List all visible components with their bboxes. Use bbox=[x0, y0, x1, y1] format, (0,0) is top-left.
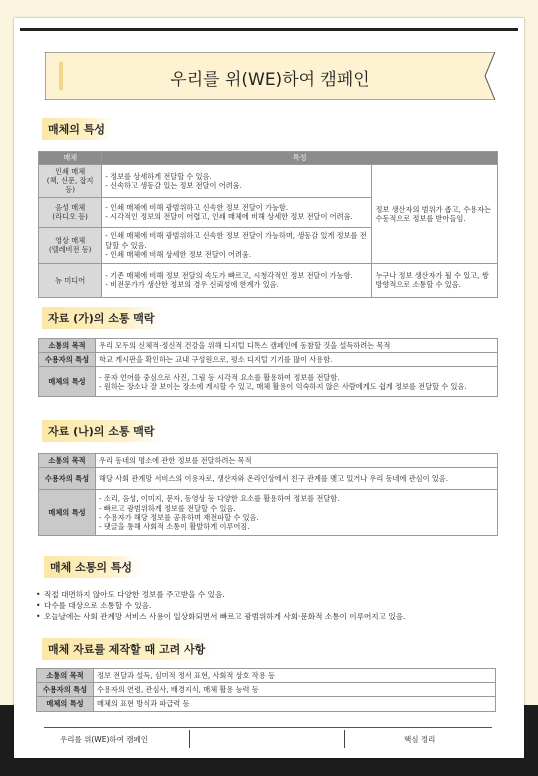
footer-title: 우리를 위(WE)하여 캠페인 bbox=[60, 735, 148, 744]
context-a-purpose-label: 소통의 목적 bbox=[39, 339, 96, 353]
media-feature-new-media: - 기존 매체에 비해 정보 전달의 속도가 빠르고, 시청각적인 정보 전달이 가능함. - 비전문가가 생산한 정보의 경우 신뢰성에 한계가 있음. bbox=[102, 263, 372, 297]
context-b-audience-label: 수용자의 특성 bbox=[39, 468, 96, 490]
list-item: • 다수를 대상으로 소통할 수 있음. bbox=[36, 600, 405, 611]
footer-label: 핵심 정리 bbox=[404, 735, 436, 744]
context-b-audience-value: 해당 사회 관계망 서비스의 이용자로, 생산자와 온라인상에서 친구 관계를 맺고 있거나 우리 동네에 관심이 있음. bbox=[96, 468, 498, 490]
production-media-value: 매체의 표현 방식과 파급력 등 bbox=[94, 697, 496, 711]
media-side-note-bottom: 누구나 정보 생산자가 될 수 있고, 쌍방향적으로 소통할 수 있음. bbox=[372, 263, 498, 297]
context-b-table bbox=[38, 453, 498, 536]
production-audience-value: 수용자의 연령, 관심사, 배경지식, 매체 활용 능력 등 bbox=[94, 683, 496, 697]
media-feature-video: - 인쇄 매체에 비해 광범위하고 신속한 정보 전달이 가능하며, 생동감 있게 정보를 전달할 수 있음. - 인쇄 매체에 비해 상세한 정보 전달이 어려움. bbox=[102, 227, 372, 263]
production-media-label: 매체의 특성 bbox=[37, 697, 94, 711]
media-name-audio: 음성 매체 (라디오 등) bbox=[39, 197, 102, 227]
context-a-media-value: - 문자 언어를 중심으로 사진, 그림 등 시각적 요소를 활용하여 정보를 전달함. - 원하는 장소나 잘 보이는 장소에 게시할 수 있고, 매체 활용이 익숙하지 않은 사람에게도 쉽게 정보를 전달할 수 있음. bbox=[96, 367, 498, 397]
media-name-print: 인쇄 매체 (책, 신문, 잡지 등) bbox=[39, 165, 102, 198]
context-a-audience-label: 수용자의 특성 bbox=[39, 353, 96, 367]
communication-bullet-list bbox=[36, 589, 405, 622]
section-heading-communication: 매체 소통의 특성 bbox=[44, 556, 140, 578]
list-item: • 오늘날에는 사회 관계망 서비스 사용이 일상화되면서 빠르고 광범위하게 사회·문화적 소통이 이루어지고 있음. bbox=[36, 611, 405, 622]
section-heading-context-b: 자료 (나)의 소통 맥락 bbox=[42, 420, 163, 442]
top-rule bbox=[20, 28, 518, 31]
media-name-video: 영상 매체 (텔레비전 등) bbox=[39, 227, 102, 263]
section-heading-production: 매체 자료를 제작할 때 고려 사항 bbox=[42, 638, 213, 660]
media-name-new-media: 뉴 미디어 bbox=[39, 263, 102, 297]
context-a-table bbox=[38, 338, 498, 397]
context-a-purpose-value: 우리 모두의 신체적·정신적 건강을 위해 디지털 디톡스 캠페인에 동참할 것을 설득하려는 목적 bbox=[96, 339, 498, 353]
page-footer bbox=[44, 727, 492, 750]
production-table bbox=[36, 668, 496, 712]
media-side-note-top: 정보 생산자의 범위가 좁고, 수용자는 수동적으로 정보를 받아들임. bbox=[372, 165, 498, 264]
feature-col-header: 특성 bbox=[102, 152, 498, 165]
footer-divider bbox=[189, 730, 190, 748]
media-col-header: 매체 bbox=[39, 152, 102, 165]
context-b-media-label: 매체의 특성 bbox=[39, 490, 96, 536]
section-heading-media: 매체의 특성 bbox=[42, 118, 113, 140]
context-a-media-label: 매체의 특성 bbox=[39, 367, 96, 397]
production-purpose-label: 소통의 목적 bbox=[37, 669, 94, 683]
media-table bbox=[38, 151, 498, 298]
context-b-purpose-label: 소통의 목적 bbox=[39, 454, 96, 468]
footer-divider bbox=[344, 730, 345, 748]
page-title: 우리를 위(WE)하여 캠페인 bbox=[170, 70, 370, 90]
section-heading-context-a: 자료 (가)의 소통 맥락 bbox=[42, 307, 163, 329]
context-a-audience-value: 학교 게시판을 확인하는 교내 구성원으로, 평소 디지털 기기를 많이 사용함. bbox=[96, 353, 498, 367]
title-banner bbox=[45, 52, 495, 100]
media-feature-print: - 정보를 상세하게 전달할 수 있음. - 신속하고 생동감 있는 정보 전달이 어려움. bbox=[102, 165, 372, 198]
context-b-media-value: - 소리, 음성, 이미지, 문자, 동영상 등 다양한 요소를 활용하여 정보를 전달함. - 빠르고 광범위하게 정보를 전달할 수 있음. - 수용자가 해당 정보를 공유하며 재전파할 수 있음. - 댓글을 통해 사회적 소통이 활발하게 이루어짐. bbox=[96, 490, 498, 536]
list-item: • 직접 대면하지 않아도 다양한 정보를 주고받을 수 있음. bbox=[36, 589, 405, 600]
context-b-purpose-value: 우리 동네의 명소에 관한 정보를 전달하려는 목적 bbox=[96, 454, 498, 468]
production-audience-label: 수용자의 특성 bbox=[37, 683, 94, 697]
media-feature-audio: - 인쇄 매체에 비해 광범위하고 신속한 정보 전달이 가능함. - 시각적인 정보의 전달이 어렵고, 인쇄 매체에 비해 상세한 정보 전달이 어려움. bbox=[102, 197, 372, 227]
production-purpose-value: 정보 전달과 설득, 심미적 정서 표현, 사회적 상호 작용 등 bbox=[94, 669, 496, 683]
